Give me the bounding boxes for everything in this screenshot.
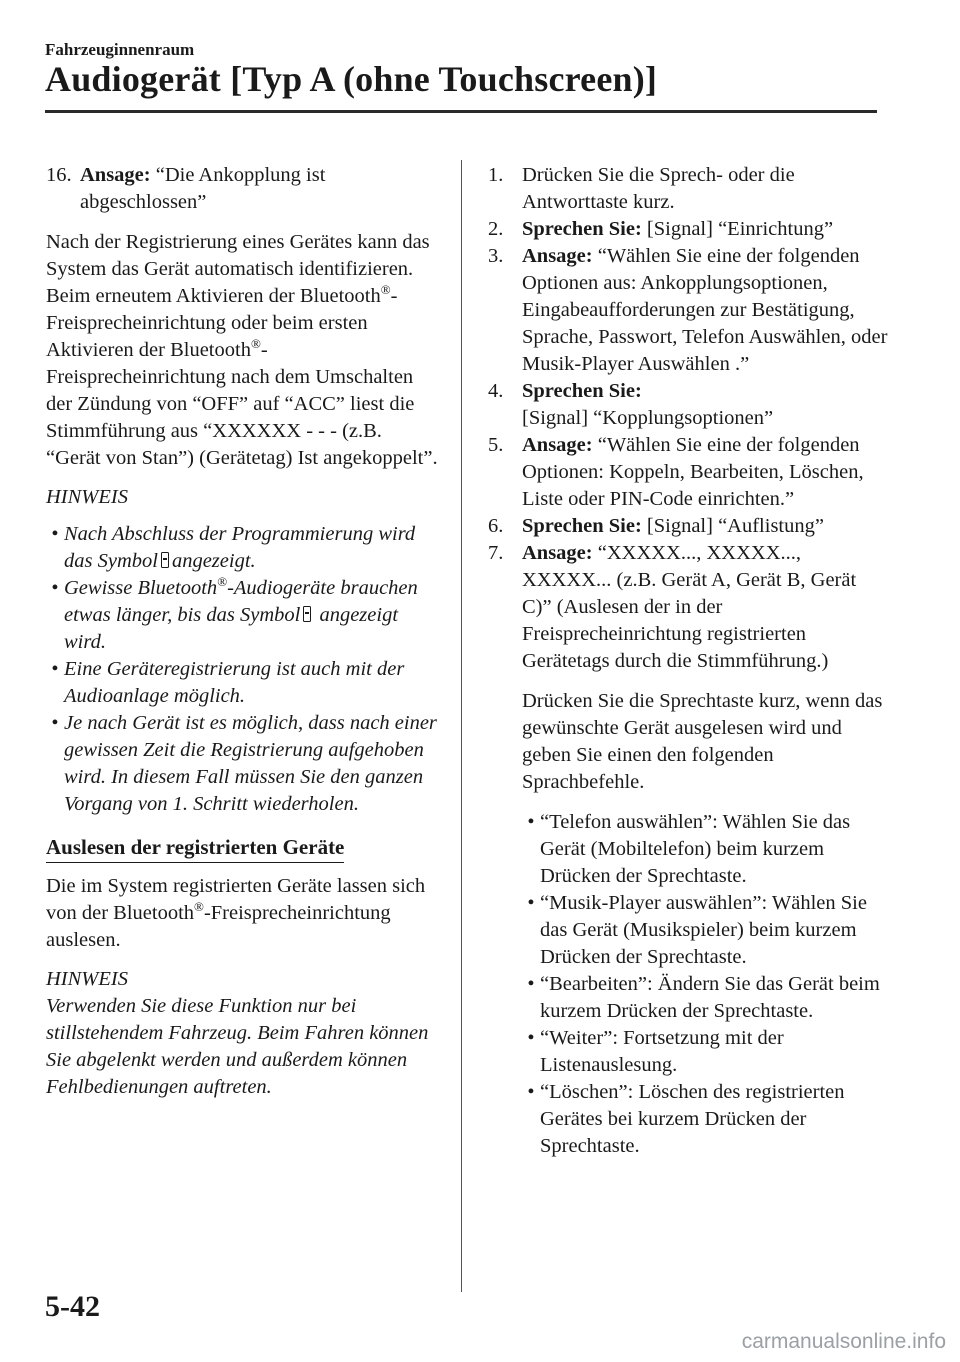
- step-6: [488, 513, 888, 540]
- note-heading: HINWEIS: [46, 968, 128, 990]
- command-item: • “Bearbeiten”: Ändern Sie das Gerät beim kurzem Drücken der Sprechtaste.: [527, 973, 880, 1022]
- step-text: [Signal] “Einrichtung”: [641, 218, 834, 240]
- phone-icon: [303, 606, 311, 622]
- registration-paragraph: Nach der Registrierung eines Gerätes kann das System das Gerät automatisch identifizieren. Beim erneutem Aktivieren der Bluetooth®-Freisprecheinrichtung oder beim ersten Aktivieren der Bluetooth®-Freisprecheinrichtung nach dem Umschalten der Zündung von “OFF” auf “ACC” liest die Stimmführung aus “XXXXXX - - - (z.B. “Gerät von Stan”) (Gerätetag) Ist angekoppelt”.: [46, 231, 438, 469]
- subsection-heading: Auslesen der registrierten Geräte: [46, 834, 344, 863]
- step-number: 2.: [488, 218, 504, 240]
- step-number: 3.: [488, 245, 504, 267]
- command-item: • “Weiter”: Fortsetzung mit der Listenauslesung.: [527, 1027, 784, 1076]
- step-text: “Die Ankopplung ist abgeschlossen”: [80, 164, 326, 213]
- command-item: • “Musik-Player auswählen”: Wählen Sie das Gerät (Musikspieler) beim kurzem Drücken der Sprechtaste.: [527, 892, 867, 968]
- step-number: 16.: [46, 164, 72, 186]
- step-text: [Signal] “Auflistung”: [641, 515, 824, 537]
- step-number: 1.: [488, 164, 504, 186]
- right-column: [488, 162, 888, 1160]
- section-label: Fahrzeuginnenraum: [45, 40, 195, 59]
- step-4: [488, 378, 888, 432]
- step-1: [488, 162, 888, 216]
- step-16: [46, 162, 441, 216]
- step-number: 4.: [488, 380, 504, 402]
- step-number: 6.: [488, 515, 504, 537]
- page-title: Audiogerät [Typ A (ohne Touchscreen)]: [45, 59, 658, 99]
- note-heading: HINWEIS: [46, 486, 128, 508]
- step-7: [488, 540, 888, 675]
- note-bullet: • Nach Abschluss der Programmierung wird das Symbol angezeigt.: [51, 523, 416, 572]
- left-column: [46, 162, 441, 1101]
- command-item: • “Telefon auswählen”: Wählen Sie das Gerät (Mobiltelefon) beim kurzem Drücken der Sprechtaste.: [527, 811, 851, 887]
- step-number: 5.: [488, 434, 504, 456]
- step-label: Ansage:: [522, 245, 593, 267]
- command-list: [488, 809, 888, 1160]
- step-number: 7.: [488, 542, 504, 564]
- step-label: Sprechen Sie:: [522, 380, 642, 402]
- step-text: Drücken Sie die Sprech- oder die Antworttaste kurz.: [522, 164, 795, 213]
- step-label: Sprechen Sie:: [522, 218, 642, 240]
- header-rule: [45, 110, 877, 113]
- step-label: Ansage:: [522, 434, 593, 456]
- note-text: Verwenden Sie diese Funktion nur bei stillstehendem Fahrzeug. Beim Fahren können Sie abgelenkt werden und außerdem können Fehlbedienungen auftreten.: [46, 995, 429, 1098]
- step-text: “Wählen Sie eine der folgenden Optionen: Koppeln, Bearbeiten, Löschen, Liste oder PIN-Code einrichten.”: [522, 434, 864, 510]
- watermark: carmanualsonline.info: [741, 1330, 946, 1353]
- step-label: Sprechen Sie:: [522, 515, 642, 537]
- step-list: [488, 162, 888, 675]
- step-label: Ansage:: [80, 164, 151, 186]
- phone-icon: [161, 552, 169, 568]
- note-bullet: • Eine Geräteregistrierung ist auch mit der Audioanlage möglich.: [51, 658, 405, 707]
- step-label: Ansage:: [522, 542, 593, 564]
- command-item: • “Löschen”: Löschen des registrierten Gerätes bei kurzem Drücken der Sprechtaste.: [527, 1081, 845, 1157]
- step-3: [488, 243, 888, 378]
- step-2: [488, 216, 888, 243]
- instruction-paragraph: Drücken Sie die Sprechtaste kurz, wenn das gewünschte Gerät ausgelesen wird und geben Sie einen den folgenden Sprachbefehle.: [522, 690, 883, 793]
- readout-paragraph: Die im System registrierten Geräte lassen sich von der Bluetooth®-Freisprecheinrichtung auslesen.: [46, 875, 426, 951]
- step-text: “XXXXX..., XXXXX..., XXXXX... (z.B. Gerät A, Gerät B, Gerät C)” (Auslesen der in der Freisprecheinrichtung registrierten Gerätetags durch die Stimmführung.): [522, 542, 857, 672]
- step-text: [Signal] “Kopplungsoptionen”: [522, 407, 774, 429]
- note-bullet: • Je nach Gerät ist es möglich, dass nach einer gewissen Zeit die Registrierung aufgehoben wird. In diesem Fall müssen Sie den ganzen Vorgang von 1. Schritt wiederholen.: [51, 712, 437, 815]
- note-bullet: • Gewisse Bluetooth®-Audiogeräte brauchen etwas länger, bis das Symbol angezeigt wird.: [51, 574, 418, 653]
- page-number: 5-42: [45, 1290, 100, 1323]
- step-5: [488, 432, 888, 513]
- step-text: “Wählen Sie eine der folgenden Optionen aus: Ankopplungsoptionen, Eingabeaufforderungen zur Bestätigung, Sprache, Passwort, Telefon Auswählen, oder Musik-Player Auswählen .”: [522, 245, 888, 375]
- column-divider: [461, 160, 462, 1292]
